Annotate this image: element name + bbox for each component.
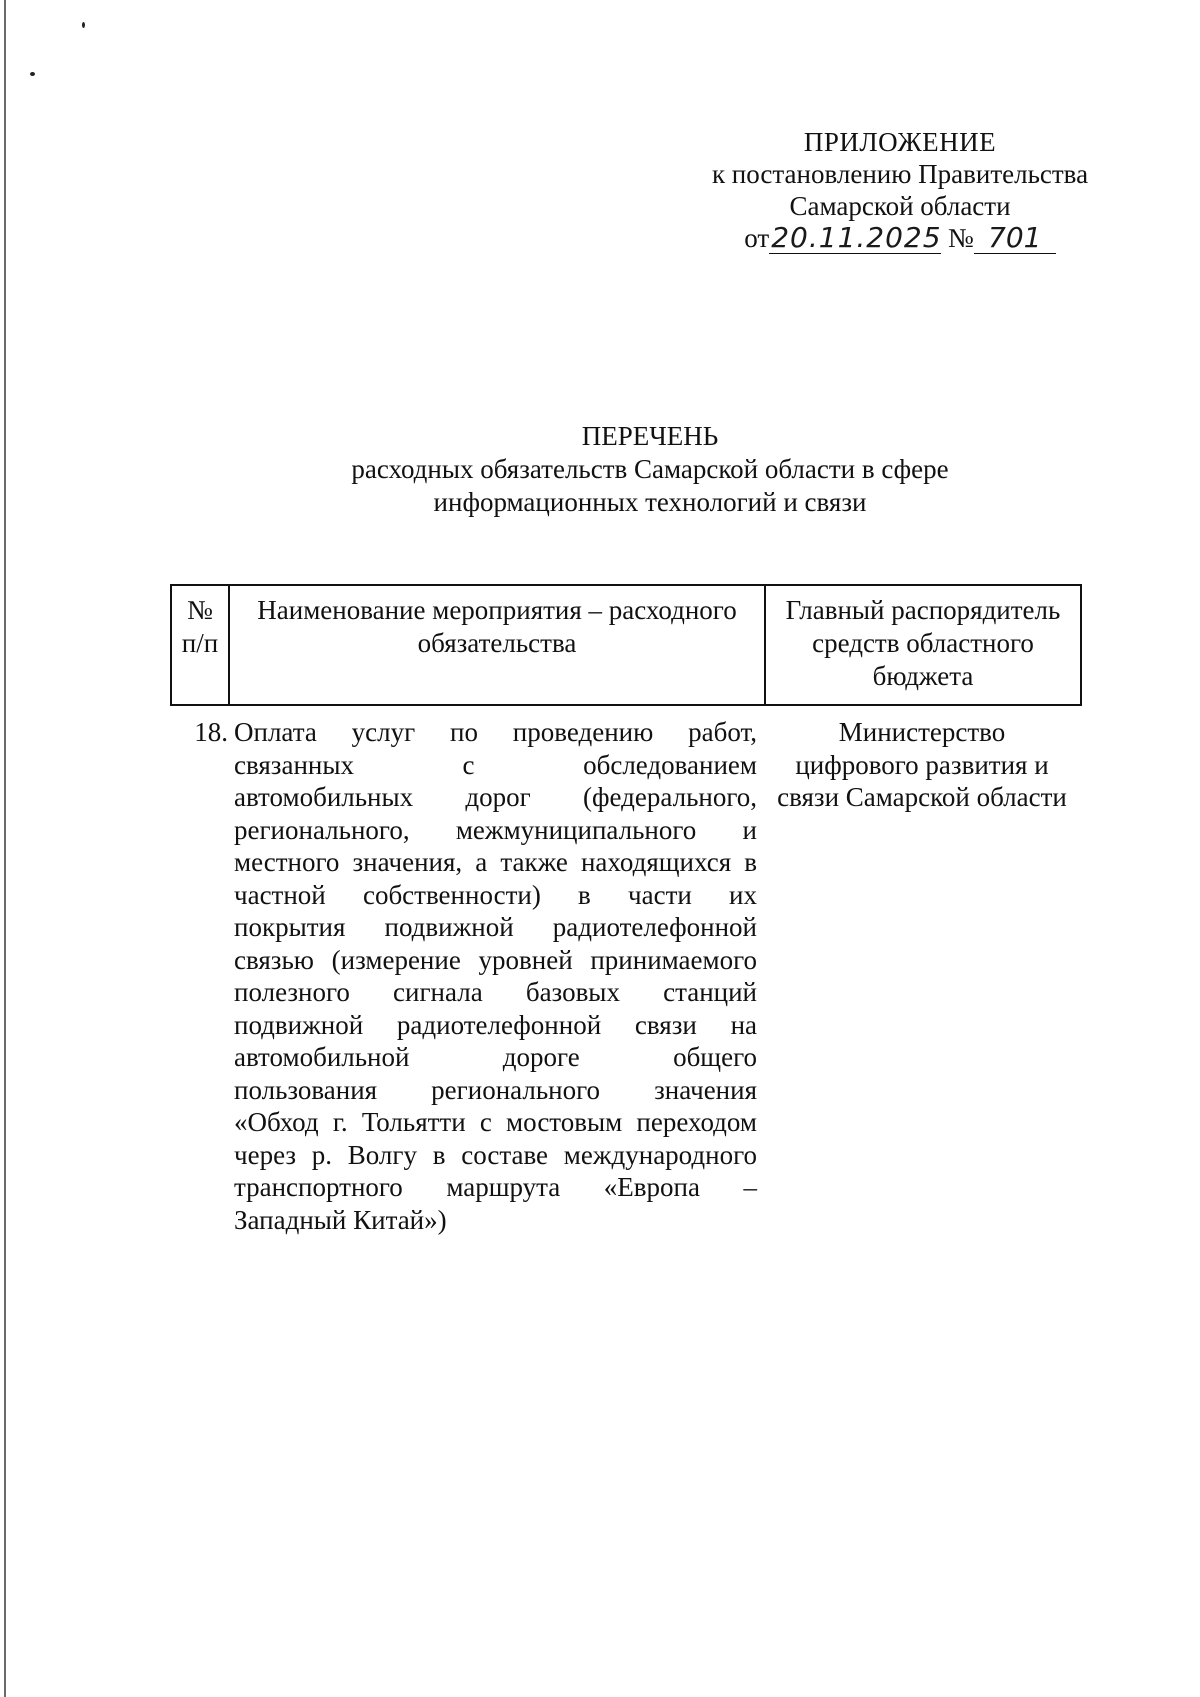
description-line: Оплата услуг по проведению работ, — [234, 717, 757, 747]
description-line: автомобильной дороге общего — [234, 1042, 757, 1072]
description-line: местного значения, а также находящихся в — [234, 847, 757, 877]
appendix-block — [690, 126, 1110, 254]
description-line: покрытия подвижной радиотелефонной — [234, 912, 757, 942]
row-number: 18. — [194, 717, 228, 747]
header-manager-line-3: бюджета — [872, 661, 974, 691]
number-sign: № — [947, 223, 974, 253]
table-header — [170, 584, 1082, 706]
organization-line: Министерство — [838, 717, 1006, 747]
document-subtitle-line-1: расходных обязательств Самарской области в сфере — [351, 454, 949, 484]
description-line: Западный Китай») — [234, 1204, 447, 1235]
handwritten-number: 701 — [974, 223, 1056, 254]
header-name-line-2: обязательства — [417, 628, 577, 658]
description-line: «Обход г. Тольятти с мостовым переходом — [234, 1107, 757, 1137]
description-line: регионального, межмуниципального и — [234, 814, 757, 845]
header-number-column — [172, 586, 230, 704]
description-line: подвижной радиотелефонной связи на — [234, 1009, 757, 1040]
organization-line: связи Самарской области — [777, 782, 1067, 812]
description-line: транспортного маршрута «Европа – — [234, 1172, 757, 1202]
document-subtitle-line-2: информационных технологий и связи — [433, 487, 867, 517]
appendix-date-line — [744, 222, 1055, 254]
scan-speck — [82, 22, 85, 28]
appendix-heading: ПРИЛОЖЕНИЕ — [803, 127, 997, 157]
scan-speck — [30, 72, 35, 76]
document-title: ПЕРЕЧЕНЬ — [581, 421, 719, 451]
organization-line: цифрового развития и — [795, 749, 1049, 780]
description-line: автомобильных дорог (федерального, — [234, 782, 757, 812]
header-name-column — [230, 586, 766, 704]
description-line: пользования регионального значения — [234, 1074, 757, 1105]
header-manager-column — [766, 586, 1080, 704]
header-manager-line-2: средств областного — [812, 628, 1034, 658]
header-name-line-1: Наименование мероприятия – расходного — [257, 595, 737, 625]
description-line: через р. Волгу в составе международного — [234, 1139, 757, 1170]
appendix-line-1: к постановлению Правительства — [711, 159, 1089, 189]
row-budget-manager — [762, 716, 1082, 814]
description-line: частной собственности) в части их — [234, 879, 757, 910]
description-line: полезного сигнала базовых станций — [234, 977, 757, 1007]
document-title-block — [250, 420, 1050, 519]
header-number-line-1: № — [187, 595, 213, 625]
date-prefix: от — [744, 223, 770, 253]
appendix-line-2: Самарской области — [789, 191, 1011, 221]
handwritten-date: 20.11.2025 — [771, 221, 942, 254]
header-number-line-2: п/п — [181, 628, 219, 658]
description-line: связанных с обследованием — [234, 749, 757, 780]
row-description — [234, 716, 757, 1236]
description-line: связью (измерение уровней принимаемого — [234, 944, 757, 975]
scan-edge — [4, 0, 6, 1697]
header-manager-line-1: Главный распорядитель — [785, 595, 1061, 625]
